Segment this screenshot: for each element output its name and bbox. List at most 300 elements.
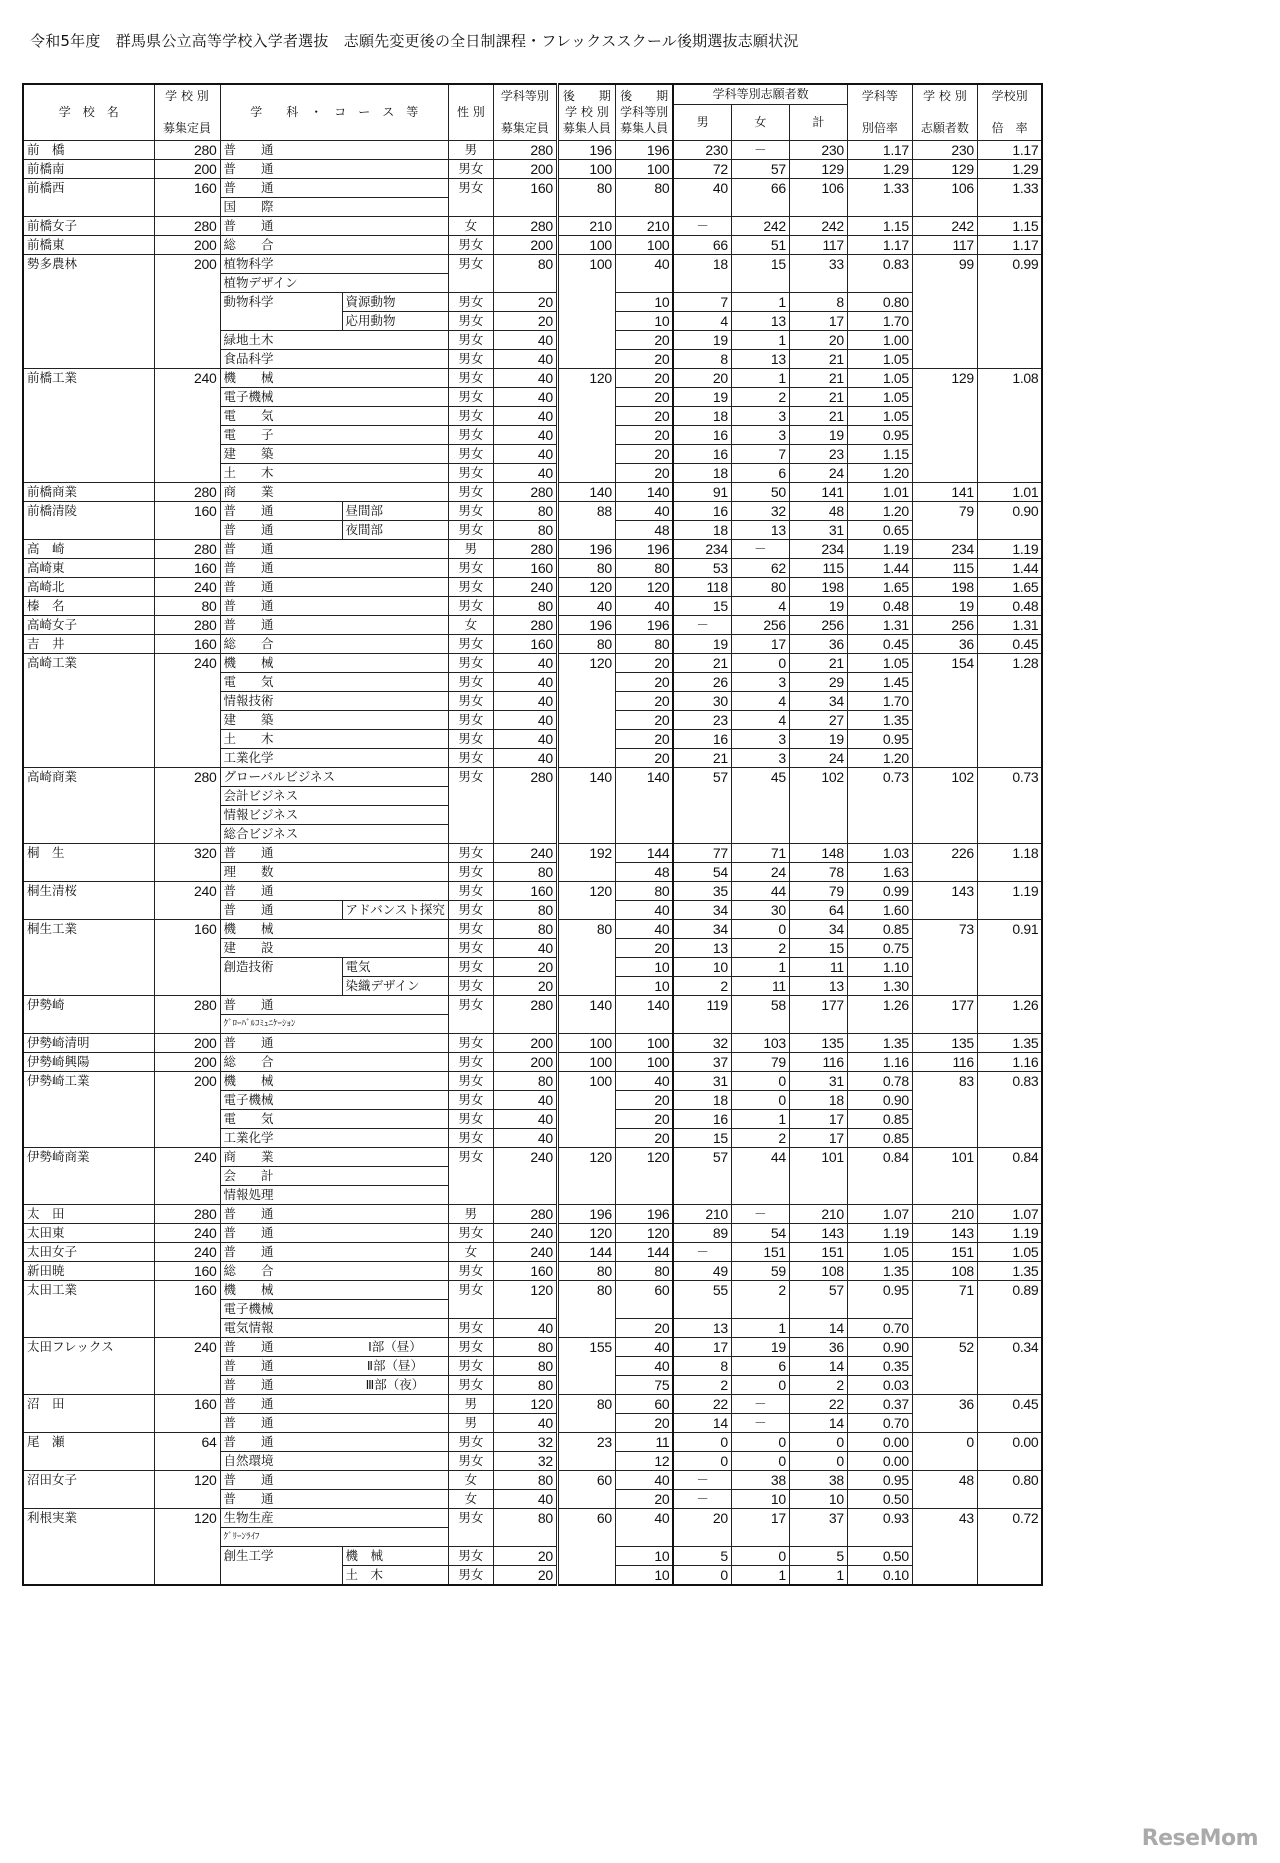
late-course-quota: 40 [615,1470,673,1489]
total-applicants: 31 [789,520,847,539]
sex: 男女 [448,1337,493,1356]
total-applicants: 34 [789,919,847,938]
late-school-quota: 196 [557,140,615,159]
course-capacity: 160 [493,634,557,653]
female-applicants: 2 [731,1128,789,1147]
male-applicants: 8 [673,349,731,368]
female-applicants: 1 [731,1565,789,1585]
course-capacity: 40 [493,748,557,767]
late-course-quota: 20 [615,1109,673,1128]
late-school-quota: 100 [557,1033,615,1052]
school-capacity: 200 [154,1071,220,1147]
female-applicants: 3 [731,672,789,691]
total-applicants: 64 [789,900,847,919]
total-applicants: 19 [789,425,847,444]
school-name: 太田女子 [23,1242,154,1261]
course-name: 普 通 [220,558,448,577]
male-applicants: 34 [673,919,731,938]
sex: 女 [448,1470,493,1489]
school-ratio: 1.19 [977,1223,1042,1242]
female-applicants: － [731,1413,789,1432]
school-capacity: 240 [154,1242,220,1261]
female-applicants: 6 [731,463,789,482]
total-applicants: 10 [789,1489,847,1508]
school-capacity: 280 [154,482,220,501]
sex: 男女 [448,900,493,919]
course-ratio: 1.15 [847,216,912,235]
course-ratio: 0.65 [847,520,912,539]
course-name: 工業化学 [220,748,448,767]
course-ratio: 0.80 [847,292,912,311]
late-course-quota: 20 [615,406,673,425]
total-applicants: 0 [789,1432,847,1451]
school-name: 桐 生 [23,843,154,881]
school-name: 桐生工業 [23,919,154,995]
late-course-quota: 210 [615,216,673,235]
school-applicants: 43 [912,1508,977,1585]
course-name: 普 通 [220,1356,342,1375]
resemom-watermark-logo: ReseMom [1141,1826,1258,1851]
school-ratio: 1.15 [977,216,1042,235]
sub-course: 夜間部 [342,520,448,539]
total-applicants: 24 [789,748,847,767]
course-ratio: 1.01 [847,482,912,501]
school-ratio: 1.33 [977,178,1042,216]
school-ratio: 0.80 [977,1470,1042,1508]
course-ratio: 1.26 [847,995,912,1033]
male-applicants: 54 [673,862,731,881]
school-capacity: 240 [154,1147,220,1204]
male-applicants: 77 [673,843,731,862]
female-applicants: 103 [731,1033,789,1052]
late-course-quota: 20 [615,672,673,691]
course-capacity: 280 [493,539,557,558]
course-capacity: 40 [493,387,557,406]
late-school-quota: 120 [557,368,615,482]
sub-course: Ⅱ部（昼） [342,1356,448,1375]
sex: 男女 [448,672,493,691]
female-applicants: 24 [731,862,789,881]
school-name: 前橋清陵 [23,501,154,539]
course-capacity: 80 [493,919,557,938]
female-applicants: 3 [731,748,789,767]
school-capacity: 200 [154,1052,220,1071]
late-course-quota: 120 [615,577,673,596]
school-applicants: 117 [912,235,977,254]
sex: 男女 [448,406,493,425]
male-applicants: 14 [673,1413,731,1432]
sex: 男女 [448,1128,493,1147]
male-applicants: 18 [673,254,731,292]
total-applicants: 37 [789,1508,847,1546]
course-capacity: 160 [493,1261,557,1280]
course-name: 情報技術 [220,691,448,710]
male-applicants: 66 [673,235,731,254]
course-capacity: 40 [493,368,557,387]
female-applicants: 1 [731,1109,789,1128]
course-name: 普 通 [220,216,448,235]
school-capacity: 160 [154,1394,220,1432]
application-status-table [22,83,1043,1586]
sex: 男女 [448,1033,493,1052]
total-applicants: 210 [789,1204,847,1223]
course-ratio: 1.16 [847,1052,912,1071]
school-applicants: 143 [912,881,977,919]
sex: 女 [448,615,493,634]
course-capacity: 20 [493,1546,557,1565]
late-course-quota: 120 [615,1223,673,1242]
school-capacity: 160 [154,501,220,539]
school-applicants: 83 [912,1071,977,1147]
course-capacity: 80 [493,1071,557,1090]
late-course-quota: 120 [615,1147,673,1204]
school-ratio: 1.19 [977,539,1042,558]
course-capacity: 20 [493,311,557,330]
sex: 男女 [448,558,493,577]
male-applicants: 19 [673,387,731,406]
late-course-quota: 48 [615,862,673,881]
course-name: 電 気 [220,1109,448,1128]
sex: 男女 [448,1109,493,1128]
female-applicants: 10 [731,1489,789,1508]
course-capacity: 280 [493,615,557,634]
late-course-quota: 196 [615,1204,673,1223]
course-name: 電 子 [220,425,448,444]
header-school-name: 学 校 名 [23,84,154,140]
total-applicants: 102 [789,767,847,843]
course-ratio: 0.99 [847,881,912,900]
header-total: 計 [789,104,847,140]
sex: 男 [448,539,493,558]
course-ratio: 1.19 [847,1223,912,1242]
course-ratio: 1.15 [847,444,912,463]
school-capacity: 240 [154,653,220,767]
male-applicants: 234 [673,539,731,558]
female-applicants: 4 [731,691,789,710]
late-course-quota: 20 [615,729,673,748]
total-applicants: 1 [789,1565,847,1585]
table-row [23,539,1042,558]
school-capacity: 280 [154,140,220,159]
sex: 男女 [448,843,493,862]
total-applicants: 8 [789,292,847,311]
school-name: 利根実業 [23,1508,154,1585]
male-applicants: 8 [673,1356,731,1375]
course-ratio: 1.35 [847,1261,912,1280]
course-capacity: 280 [493,1204,557,1223]
course-ratio: 1.20 [847,463,912,482]
sex: 男女 [448,159,493,178]
late-school-quota: 196 [557,539,615,558]
course-capacity: 40 [493,1128,557,1147]
total-applicants: 19 [789,729,847,748]
sex: 女 [448,216,493,235]
late-course-quota: 60 [615,1394,673,1413]
course-ratio: 1.05 [847,1242,912,1261]
sex: 男女 [448,862,493,881]
school-ratio: 1.05 [977,1242,1042,1261]
course-name: 普 通 [220,1375,342,1394]
course-ratio: 0.70 [847,1413,912,1432]
late-school-quota: 210 [557,216,615,235]
course-ratio: 1.44 [847,558,912,577]
course-name: 普 通 [220,1489,448,1508]
table-row [23,482,1042,501]
female-applicants: 59 [731,1261,789,1280]
school-applicants: 129 [912,368,977,482]
course-name: 植物デザイン [220,273,448,292]
total-applicants: 108 [789,1261,847,1280]
late-course-quota: 20 [615,1413,673,1432]
male-applicants: 15 [673,1128,731,1147]
course-ratio: 1.31 [847,615,912,634]
female-applicants: 13 [731,311,789,330]
late-course-quota: 40 [615,900,673,919]
school-name: 前橋南 [23,159,154,178]
table-row [23,254,1042,273]
late-course-quota: 140 [615,995,673,1033]
course-ratio: 0.48 [847,596,912,615]
late-school-quota: 23 [557,1432,615,1470]
sex: 男女 [448,1147,493,1204]
male-applicants: － [673,1242,731,1261]
female-applicants: 19 [731,1337,789,1356]
female-applicants: 38 [731,1470,789,1489]
table-row [23,843,1042,862]
table-row [23,1071,1042,1090]
school-name: 高崎工業 [23,653,154,767]
male-applicants: － [673,216,731,235]
male-applicants: 16 [673,425,731,444]
female-applicants: 4 [731,596,789,615]
school-ratio: 0.89 [977,1280,1042,1337]
course-name: 普 通 [220,1413,448,1432]
course-capacity: 160 [493,178,557,216]
total-applicants: 17 [789,311,847,330]
course-capacity: 20 [493,957,557,976]
course-capacity: 80 [493,1375,557,1394]
school-name: 高崎女子 [23,615,154,634]
school-name: 新田暁 [23,1261,154,1280]
course-name: 普 通 [220,159,448,178]
course-name: 普 通 [220,539,448,558]
header-school-applicants: 学 校 別 志願者数 [912,84,977,140]
school-capacity: 280 [154,615,220,634]
course-ratio: 0.84 [847,1147,912,1204]
total-applicants: 256 [789,615,847,634]
sex: 男女 [448,1432,493,1451]
course-capacity: 40 [493,710,557,729]
total-applicants: 5 [789,1546,847,1565]
course-capacity: 20 [493,1565,557,1585]
school-capacity: 280 [154,539,220,558]
table-row [23,767,1042,786]
school-applicants: 52 [912,1337,977,1394]
school-ratio: 1.29 [977,159,1042,178]
table-row [23,1033,1042,1052]
course-ratio: 1.63 [847,862,912,881]
course-capacity: 40 [493,1413,557,1432]
course-name: 創造技術 [220,957,342,995]
school-capacity: 240 [154,577,220,596]
female-applicants: － [731,1204,789,1223]
late-course-quota: 10 [615,1565,673,1585]
male-applicants: 21 [673,653,731,672]
table-row [23,634,1042,653]
sex: 男 [448,1204,493,1223]
course-ratio: 1.45 [847,672,912,691]
male-applicants: 16 [673,444,731,463]
school-name: 伊勢崎清明 [23,1033,154,1052]
course-name: 電子機械 [220,1299,448,1318]
late-course-quota: 100 [615,235,673,254]
sub-course: 昼間部 [342,501,448,520]
female-applicants: － [731,140,789,159]
course-ratio: 1.35 [847,1033,912,1052]
school-ratio: 1.17 [977,140,1042,159]
sex: 男女 [448,501,493,520]
table-row [23,1337,1042,1356]
table-row [23,1242,1042,1261]
school-applicants: 234 [912,539,977,558]
school-applicants: 0 [912,1432,977,1470]
course-capacity: 32 [493,1432,557,1451]
late-course-quota: 20 [615,349,673,368]
school-applicants: 177 [912,995,977,1033]
school-ratio: 1.65 [977,577,1042,596]
school-ratio: 1.17 [977,235,1042,254]
late-course-quota: 40 [615,254,673,292]
course-name: 植物科学 [220,254,448,273]
course-capacity: 40 [493,1109,557,1128]
course-ratio: 0.73 [847,767,912,843]
female-applicants: 1 [731,957,789,976]
header-school-ratio: 学校別 倍 率 [977,84,1042,140]
late-course-quota: 60 [615,1280,673,1318]
total-applicants: 21 [789,406,847,425]
course-ratio: 0.03 [847,1375,912,1394]
school-capacity: 120 [154,1508,220,1585]
course-name: 普 通 [220,615,448,634]
total-applicants: 11 [789,957,847,976]
school-applicants: 19 [912,596,977,615]
male-applicants: 5 [673,1546,731,1565]
header-late-course-quota: 後 期 学科等別 募集人員 [615,84,673,140]
header-course: 学 科 ・ コ ー ス 等 [220,84,448,140]
school-name: 勢多農林 [23,254,154,368]
school-capacity: 240 [154,368,220,482]
male-applicants: 31 [673,1071,731,1090]
course-name: 普 通 [220,1470,448,1489]
school-ratio: 1.01 [977,482,1042,501]
total-applicants: 242 [789,216,847,235]
school-capacity: 64 [154,1432,220,1470]
total-applicants: 17 [789,1128,847,1147]
school-capacity: 240 [154,1337,220,1394]
late-school-quota: 80 [557,178,615,216]
female-applicants: 80 [731,577,789,596]
male-applicants: 19 [673,330,731,349]
total-applicants: 36 [789,634,847,653]
male-applicants: 10 [673,957,731,976]
school-name: 前橋商業 [23,482,154,501]
sex: 女 [448,1242,493,1261]
total-applicants: 106 [789,178,847,216]
female-applicants: 57 [731,159,789,178]
late-school-quota: 40 [557,596,615,615]
late-school-quota: 100 [557,1052,615,1071]
sex: 男女 [448,463,493,482]
course-ratio: 1.60 [847,900,912,919]
sex: 男女 [448,577,493,596]
course-capacity: 80 [493,1356,557,1375]
course-ratio: 1.07 [847,1204,912,1223]
female-applicants: 6 [731,1356,789,1375]
sex: 男 [448,140,493,159]
late-course-quota: 20 [615,691,673,710]
sex: 男女 [448,748,493,767]
school-capacity: 280 [154,216,220,235]
school-name: 高崎北 [23,577,154,596]
school-ratio: 0.73 [977,767,1042,843]
table-header [23,84,1042,140]
male-applicants: 49 [673,1261,731,1280]
course-name: 普 通 [220,178,448,197]
late-school-quota: 120 [557,881,615,919]
course-ratio: 1.30 [847,976,912,995]
female-applicants: 1 [731,1318,789,1337]
male-applicants: 53 [673,558,731,577]
table-row [23,653,1042,672]
document-title: 令和5年度 群馬県公立高等学校入学者選抜 志願先変更後の全日制課程・フレックススクール後期選抜志願状況 [30,32,799,50]
school-applicants: 141 [912,482,977,501]
late-course-quota: 10 [615,957,673,976]
late-course-quota: 20 [615,938,673,957]
course-capacity: 40 [493,1489,557,1508]
female-applicants: 50 [731,482,789,501]
late-school-quota: 80 [557,1261,615,1280]
course-name: 電気情報 [220,1318,448,1337]
course-ratio: 1.33 [847,178,912,216]
total-applicants: 14 [789,1356,847,1375]
course-capacity: 80 [493,862,557,881]
course-capacity: 280 [493,995,557,1033]
male-applicants: 0 [673,1565,731,1585]
table-row [23,1261,1042,1280]
course-capacity: 200 [493,235,557,254]
female-applicants: 44 [731,881,789,900]
course-capacity: 120 [493,1394,557,1413]
table-row [23,1223,1042,1242]
total-applicants: 78 [789,862,847,881]
course-name: 機 械 [220,653,448,672]
female-applicants: 3 [731,425,789,444]
course-ratio: 0.90 [847,1090,912,1109]
course-ratio: 1.00 [847,330,912,349]
late-course-quota: 20 [615,1128,673,1147]
school-applicants: 135 [912,1033,977,1052]
table-row [23,1394,1042,1413]
course-capacity: 80 [493,900,557,919]
sex: 男女 [448,596,493,615]
course-ratio: 0.50 [847,1489,912,1508]
sub-course: 応用動物 [342,311,448,330]
school-capacity: 240 [154,881,220,919]
female-applicants: 151 [731,1242,789,1261]
total-applicants: 117 [789,235,847,254]
total-applicants: 21 [789,368,847,387]
school-name: 伊勢崎工業 [23,1071,154,1147]
